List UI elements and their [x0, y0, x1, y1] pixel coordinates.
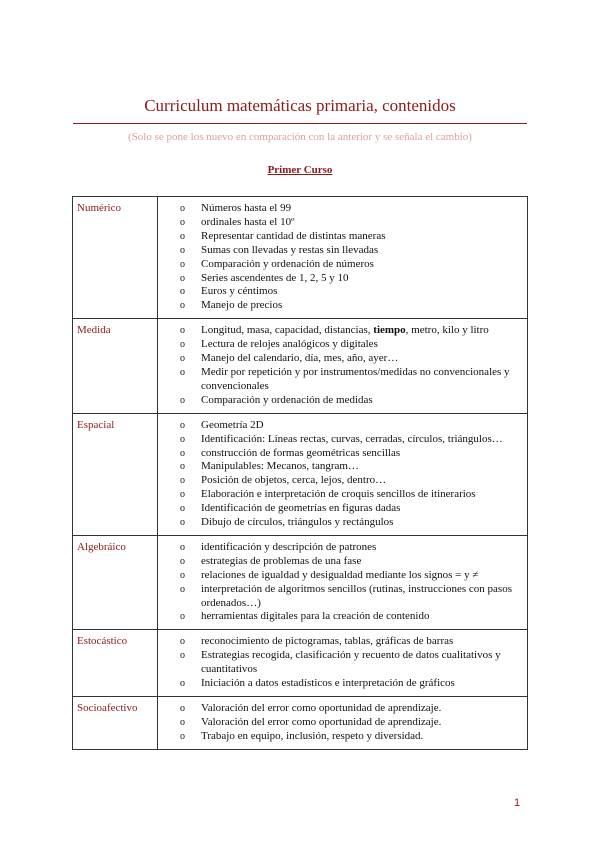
list-item — [158, 338, 519, 352]
list-item-text: Posición de objetos, cerca, lejos, dentro… — [201, 474, 387, 487]
list-item — [158, 352, 519, 366]
list-item — [158, 502, 519, 516]
bullet-icon: o — [180, 569, 185, 581]
list-item-text: Sumas con llevadas y restas sin llevadas — [201, 243, 379, 256]
category-cell: Algebráico — [73, 535, 158, 629]
bullet-icon: o — [180, 555, 185, 567]
table-row — [73, 697, 528, 750]
list-item-text: Iniciación a datos estadísticos e interpretación de gráficos — [201, 677, 455, 690]
list-item — [158, 216, 519, 230]
bullet-icon: o — [180, 489, 185, 501]
list-item-text: Comparación y ordenación de números — [201, 257, 374, 270]
list-item — [158, 488, 519, 502]
list-item — [158, 610, 519, 624]
list-item-text: Manejo de precios — [201, 299, 283, 312]
bullet-icon: o — [180, 339, 185, 351]
list-item — [158, 258, 519, 272]
bullet-icon: o — [180, 650, 185, 662]
list-item-text: Identificación de geometrías en figuras dadas — [201, 502, 401, 515]
list-item-text: Comparación y ordenación de medidas — [201, 393, 373, 406]
bullet-icon: o — [180, 517, 185, 529]
list-item-text: Números hasta el 99 — [201, 202, 292, 214]
list-item-text: relaciones de igualdad y desigualdad mediante los signos = y ≠ — [201, 568, 479, 581]
table-row — [73, 319, 528, 413]
list-item-text: herramientas digitales para la creación de contenido — [201, 610, 430, 623]
list-item-text: Lectura de relojes analógicos y digitales — [201, 338, 378, 351]
list-item-text: Elaboración e interpretación de croquis sencillos de itinerarios — [201, 488, 476, 501]
list-item — [158, 635, 519, 649]
category-cell: Socioafectivo — [73, 697, 158, 750]
category-cell: Medida — [73, 319, 158, 413]
bullet-icon: o — [180, 611, 185, 623]
content-list — [158, 635, 519, 691]
bullet-icon: o — [180, 461, 185, 473]
table-row — [73, 197, 528, 319]
list-item-text: Manejo del calendario, día, mes, año, ayer… — [201, 352, 399, 365]
bullet-icon: o — [180, 300, 185, 312]
bullet-icon: o — [180, 325, 185, 337]
list-item — [158, 474, 519, 488]
table-row — [73, 630, 528, 697]
list-item — [158, 649, 519, 677]
bullet-icon: o — [180, 230, 185, 242]
list-item-text: identificación y descripción de patrones — [201, 540, 377, 553]
content-cell — [158, 319, 528, 413]
bullet-icon: o — [180, 366, 185, 378]
content-cell — [158, 697, 528, 750]
list-item-text: Longitud, masa, capacidad, distancias, tiempo, metro, kilo y litro — [201, 324, 489, 337]
list-item — [158, 730, 519, 744]
curriculum-table — [72, 196, 528, 750]
bullet-icon: o — [180, 272, 185, 284]
document-title: Curriculum matemáticas primaria, contenidos — [144, 96, 456, 115]
page-number: 1 — [514, 797, 521, 809]
content-cell — [158, 413, 528, 535]
list-item — [158, 202, 519, 216]
content-cell — [158, 630, 528, 697]
list-item — [158, 366, 519, 394]
list-item — [158, 460, 519, 474]
category-cell: Estocástico — [73, 630, 158, 697]
list-item-text: Manipulables: Mecanos, tangram… — [201, 460, 359, 473]
list-item-text: Series ascendentes de 1, 2, 5 y 10 — [201, 271, 349, 284]
title-divider — [73, 123, 527, 124]
list-item — [158, 541, 519, 555]
list-item-text: Identificación: Líneas rectas, curvas, cerradas, círculos, triángulos… — [201, 432, 503, 445]
document-subtitle: (Solo se pone los nuevo en comparación con la anterior y se señala el cambio) — [128, 131, 472, 143]
bullet-icon: o — [180, 475, 185, 487]
list-item-text: Representar cantidad de distintas maneras — [201, 229, 386, 242]
bullet-icon: o — [180, 419, 185, 431]
bullet-icon: o — [180, 636, 185, 648]
bullet-icon: o — [180, 286, 185, 298]
bullet-icon: o — [180, 716, 185, 728]
table-row — [73, 535, 528, 629]
list-item — [158, 447, 519, 461]
course-heading: Primer Curso — [267, 164, 333, 176]
list-item-text: construcción de formas geométricas sencillas — [201, 446, 401, 459]
list-item-text: Euros y céntimos — [201, 285, 278, 298]
bullet-icon: o — [180, 541, 185, 553]
list-item — [158, 230, 519, 244]
bullet-icon: o — [180, 216, 185, 228]
content-list — [158, 202, 519, 313]
list-item — [158, 419, 519, 433]
list-item-text: Valoración del error como oportunidad de aprendizaje. — [201, 702, 442, 714]
content-list — [158, 324, 519, 407]
bullet-icon: o — [180, 678, 185, 690]
list-item-text: interpretación de algoritmos sencillos (rutinas, instrucciones con pasos ordenados…) — [201, 582, 512, 609]
list-item-text: Trabajo en equipo, inclusión, respeto y diversidad. — [201, 729, 424, 742]
list-item — [158, 244, 519, 258]
bullet-icon: o — [180, 730, 185, 742]
bullet-icon: o — [180, 244, 185, 256]
list-item-text: Medir por repetición y por instrumentos/medidas no convencionales y convencionales — [201, 365, 510, 392]
bullet-icon: o — [180, 353, 185, 365]
bullet-icon: o — [180, 258, 185, 270]
bullet-icon: o — [180, 447, 185, 459]
list-item-text: Estrategias recogida, clasificación y recuento de datos cualitativos y cuantitativos — [201, 649, 501, 676]
content-list — [158, 702, 519, 744]
bullet-icon: o — [180, 433, 185, 445]
content-cell — [158, 535, 528, 629]
bullet-icon: o — [180, 394, 185, 406]
list-item-text: ordinales hasta el 10º — [201, 215, 295, 228]
content-cell — [158, 197, 528, 319]
list-item — [158, 272, 519, 286]
list-item-text: reconocimiento de pictogramas, tablas, gráficas de barras — [201, 635, 454, 648]
list-item — [158, 324, 519, 338]
bullet-icon: o — [180, 203, 185, 214]
list-item — [158, 555, 519, 569]
table-row — [73, 413, 528, 535]
list-item — [158, 299, 519, 313]
category-cell: Espacial — [73, 413, 158, 535]
content-list — [158, 541, 519, 624]
list-item — [158, 702, 519, 716]
list-item-text: Geometría 2D — [201, 418, 264, 431]
list-item — [158, 285, 519, 299]
list-item-text: Valoración del error como oportunidad de aprendizaje. — [201, 715, 442, 728]
bullet-icon: o — [180, 703, 185, 714]
list-item — [158, 677, 519, 691]
list-item — [158, 433, 519, 447]
list-item — [158, 583, 519, 611]
list-item-text: Dibujo de círculos, triángulos y rectángulos — [201, 516, 394, 529]
list-item — [158, 516, 519, 530]
list-item — [158, 716, 519, 730]
bullet-icon: o — [180, 503, 185, 515]
bullet-icon: o — [180, 583, 185, 595]
list-item-text: estrategias de problemas de una fase — [201, 554, 362, 567]
list-item — [158, 394, 519, 408]
category-cell: Numérico — [73, 197, 158, 319]
list-item — [158, 569, 519, 583]
content-list — [158, 419, 519, 530]
